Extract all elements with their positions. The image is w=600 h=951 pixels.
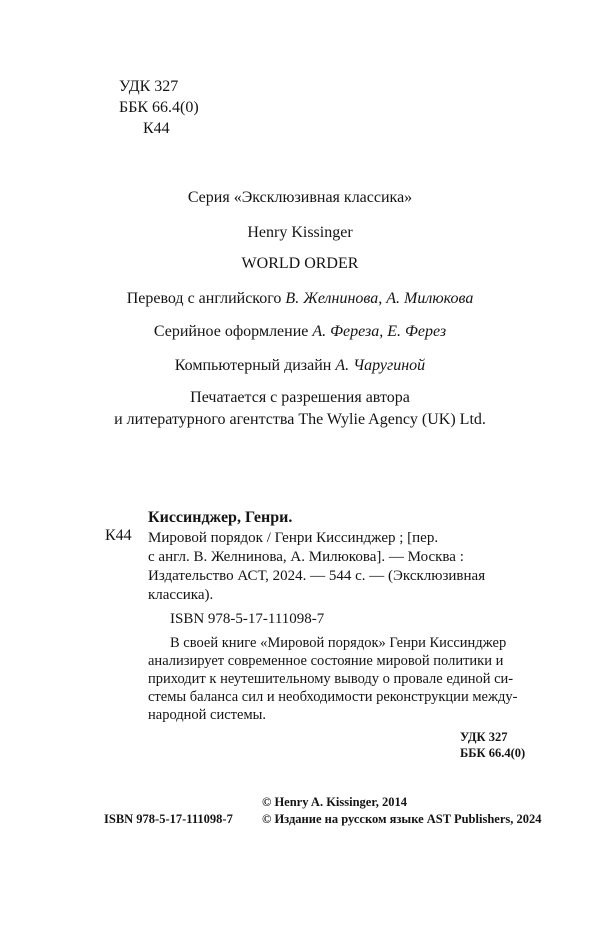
original-author: Henry Kissinger [247, 224, 353, 241]
series-designers: А. Фереза, Е. Ферез [312, 323, 447, 340]
series-design-label: Серийное оформление [153, 323, 313, 340]
catalog-description-line-3: Издательство АСТ, 2024. — 544 с. — (Эксклюзивная [148, 568, 486, 584]
permission-line-1: Печатается с разрешения автора [190, 389, 410, 406]
catalog-udk: УДК 327 [460, 730, 508, 744]
copyright-edition: © Издание на русском языке AST Publishers, 2024 [262, 812, 542, 826]
catalog-mark: К44 [105, 527, 132, 544]
catalog-heading: Киссинджер, Генри. [148, 509, 293, 526]
catalog-description-line-4: классика). [148, 587, 214, 603]
series-line: Серия «Эксклюзивная классика» [187, 189, 413, 206]
bbk-code: ББК 66.4(0) [119, 99, 199, 116]
annotation-line: приходит к неутешительному выводу о провале единой си- [148, 671, 514, 687]
translators: В. Желнинова, А. Милюкова [285, 290, 474, 307]
copyright-author: © Henry A. Kissinger, 2014 [262, 795, 407, 809]
computer-design-label: Компьютерный дизайн [174, 357, 336, 374]
permission-line-2: и литературного агентства The Wylie Agency (UK) Ltd. [114, 411, 486, 428]
translation-line [0, 290, 600, 308]
annotation-line: народной системы. [148, 707, 266, 723]
computer-designer: А. Чаругиной [335, 357, 426, 374]
computer-design-line [0, 357, 600, 375]
catalog-description-line-2: с англ. В. Желнинова, А. Милюкова]. — Москва : [148, 549, 464, 565]
catalog-bbk: ББК 66.4(0) [460, 746, 526, 760]
annotation-line: стемы баланса сил и необходимости реконструкции междy- [148, 689, 518, 705]
footer-isbn: ISBN 978-5-17-111098-7 [104, 812, 233, 826]
author-mark: К44 [143, 120, 170, 137]
annotation-line: анализирует современное состояние мировой политики и [148, 653, 504, 669]
series-design-line [0, 323, 600, 341]
annotation-line: В своей книге «Мировой порядок» Генри Киссинджер [170, 635, 507, 651]
udk-code: УДК 327 [119, 78, 179, 95]
translation-label: Перевод с английского [126, 290, 286, 307]
catalog-isbn: ISBN 978-5-17-111098-7 [170, 611, 325, 627]
catalog-description-line-1: Мировой порядок / Генри Киссинджер ; [пер. [148, 530, 439, 546]
annotation [148, 634, 517, 724]
original-title: WORLD ORDER [241, 255, 359, 272]
